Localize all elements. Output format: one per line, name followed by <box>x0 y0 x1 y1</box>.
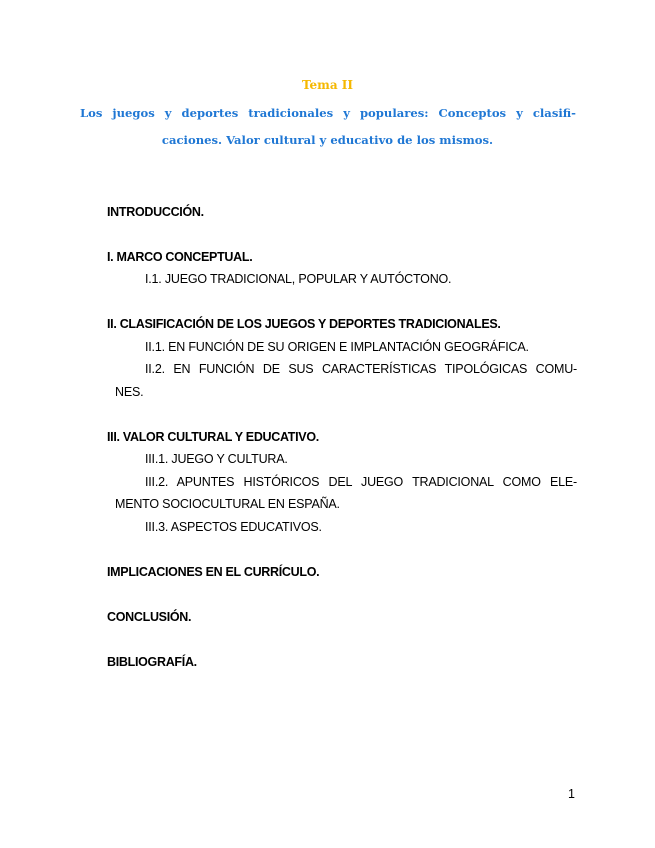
heading-marco-conceptual: I. MARCO CONCEPTUAL. <box>107 250 253 264</box>
topic-title-line-1: Los juegos y deportes tradicionales y populares: Conceptos y clasifi- <box>80 106 576 120</box>
subheading-1-1: I.1. JUEGO TRADICIONAL, POPULAR Y AUTÓCTONO. <box>145 272 452 286</box>
subheading-2-2-line-1: II.2. EN FUNCIÓN DE SUS CARACTERÍSTICAS TIPOLÓGICAS COMU- <box>145 362 577 376</box>
subheading-3-1: III.1. JUEGO Y CULTURA. <box>145 452 288 466</box>
subheading-2-1: II.1. EN FUNCIÓN DE SU ORIGEN E IMPLANTACIÓN GEOGRÁFICA. <box>145 340 529 354</box>
heading-bibliografia: BIBLIOGRAFÍA. <box>107 655 197 669</box>
topic-title-line-2: caciones. Valor cultural y educativo de los mismos. <box>161 133 494 147</box>
page-number: 1 <box>568 787 575 801</box>
subheading-2-2-line-2: NES. <box>115 385 144 399</box>
subheading-3-2-line-1: III.2. APUNTES HISTÓRICOS DEL JUEGO TRADICIONAL COMO ELE- <box>145 475 577 489</box>
subheading-3-2-line-2: MENTO SOCIOCULTURAL EN ESPAÑA. <box>115 497 340 511</box>
heading-valor-cultural: III. VALOR CULTURAL Y EDUCATIVO. <box>107 430 319 444</box>
topic-number: Tema II <box>301 78 354 92</box>
heading-implicaciones: IMPLICACIONES EN EL CURRÍCULO. <box>107 565 320 579</box>
heading-clasificacion: II. CLASIFICACIÓN DE LOS JUEGOS Y DEPORTES TRADICIONALES. <box>107 317 501 331</box>
subheading-3-3: III.3. ASPECTOS EDUCATIVOS. <box>145 520 322 534</box>
heading-introduccion: INTRODUCCIÓN. <box>107 205 204 219</box>
heading-conclusion: CONCLUSIÓN. <box>107 610 192 624</box>
